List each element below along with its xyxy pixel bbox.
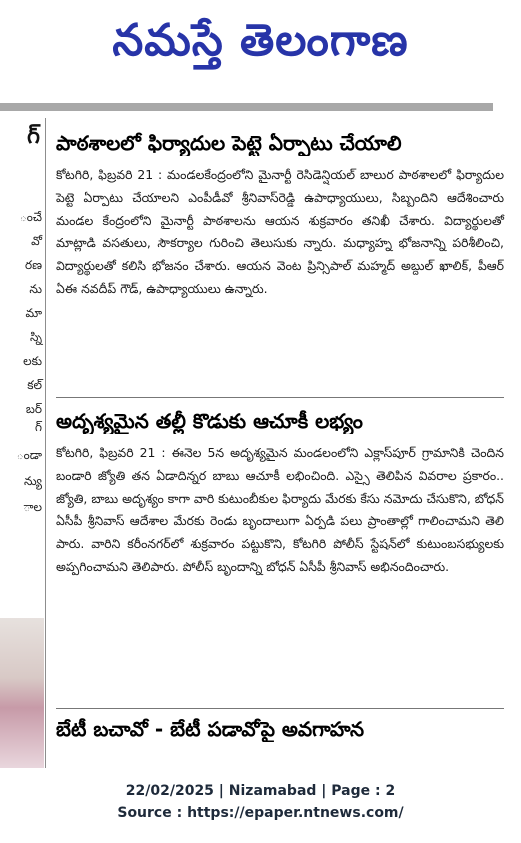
left-fragment: న్యు [24, 474, 42, 488]
masthead [0, 0, 521, 92]
left-fragment: గ్ [27, 124, 40, 149]
article-2 [56, 408, 504, 579]
left-fragment: వో [31, 234, 42, 248]
left-fragment: ను [29, 282, 42, 296]
left-photo [0, 618, 44, 768]
left-fragment: బర్ [25, 402, 42, 416]
article-rule [56, 397, 504, 398]
article-body: కోటగిరి, ఫిబ్రవరి 21 : మండలకేంద్రంలోని మైనార్టీ రెసిడెన్షియల్ బాలుర పాఠశాలలో ఫిర్యాదుల పెట్టె ఏర్పాటు చేయాలని ఎంపీడీవో శ్రీనివాస్‌రెడ్డి ఉపాధ్యాయులు, సిబ్బందిని ఆదేశించారు మండల కేంద్రంలోని మైనార్టీ పాఠశాలను ఆయన శుక్రవారం తనిఖీ చేశారు. విద్యార్థులతో మాట్లాడి వసతులు, సౌకర్యాల గురించి తెలుసుకు న్నారు. మధ్యాహ్న భోజనాన్ని పరిశీలించి, విద్యార్థులతో కలిసి భోజనం చేశారు. ఆయన వెంట ప్రిన్సిపాల్ మహ్మద్ అబ్దుల్ ఖాలిక్, పీఆర్ ఏఈ నవదీప్ గౌడ్, ఉపాధ్యాయులు ఉన్నారు. [56, 167, 504, 296]
masthead-title: నమస్తే తెలంగాణ [112, 15, 409, 66]
article-3 [56, 716, 504, 742]
left-fragment: లకు [23, 354, 42, 368]
footer-edition-line: 22/02/2025 | Nizamabad | Page : 2 [125, 783, 396, 799]
left-fragment: ండా [16, 448, 42, 462]
left-fragment: మా [25, 306, 42, 320]
article-1 [56, 130, 504, 301]
left-fragment: స్ని [29, 330, 42, 344]
footer-source-link[interactable]: Source : https://epaper.ntnews.com/ [117, 805, 404, 821]
article-headline: బేటీ బచావో - బేటీ పడావోపై అవగాహన [56, 717, 365, 741]
article-body: కోటగిరి, ఫిబ్రవరి 21 : ఈనెల 5న అదృశ్యమైన మండలంలోని ఎక్లాస్‌పూర్ గ్రామానికి చెందిన బండారి జ్యోతి తన ఏడాదిన్నర బాబు ఆచూకీ లభించింది. ఎస్సై తెలిపిన వివరాల ప్రకారం.. జ్యోతి, బాబు అదృశ్యం కాగా వారి కుటుంబీకుల ఫిర్యాదు మేరకు కేసు నమోదు చేసుకొని, బోధన్ ఏసీపీ శ్రీనివాస్ ఆదేశాల మేరకు రెండు బృందాలుగా ఏర్పడి పలు ప్రాంతాల్లో గాలించామని తెలి పారు. వారిని కరీంనగర్‌లో శుక్రవారం పట్టుకొని, కోటగిరి పోలీస్ స్టేషన్‌లో కుటుంబసభ్యులకు అప్పగించామని తెలిపారు. పోలీస్ బృందాన్ని బోధన్ ఏసీపీ శ్రీనివాస్ అభినందించారు. [56, 445, 504, 574]
left-fragment: గ్ [35, 420, 42, 434]
column-divider [45, 118, 46, 768]
left-fragment: ాల [23, 500, 42, 514]
top-rule [0, 103, 493, 111]
left-fragment: ంచే [19, 210, 42, 224]
article-headline: పాఠశాలలో ఫిర్యాదుల పెట్టె ఏర్పాటు చేయాలి [56, 131, 402, 155]
left-column-clip [0, 118, 44, 768]
article-headline: అదృశ్యమైన తల్లీ కొడుకు ఆచూకీ లభ్యం [56, 409, 363, 433]
left-fragment: కల్ [27, 378, 42, 392]
left-fragment: రణ [24, 258, 42, 272]
article-rule [56, 708, 504, 709]
